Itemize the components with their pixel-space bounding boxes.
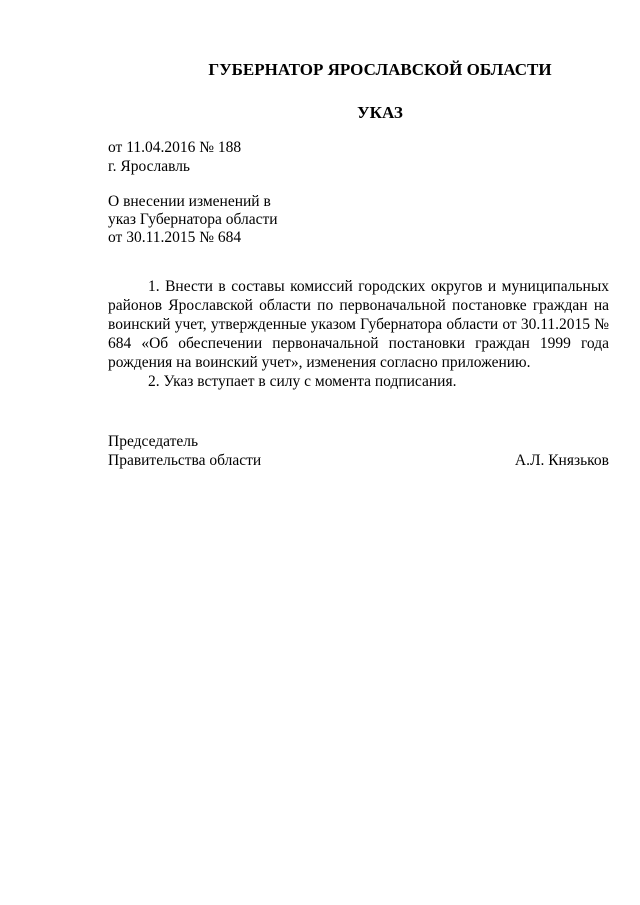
subject-line-1: О внесении изменений в bbox=[108, 193, 271, 210]
body-item-2: 2. Указ вступает в силу с момента подписания. bbox=[148, 373, 457, 390]
signature-block bbox=[108, 432, 609, 470]
signatory-name: А.Л. Князьков bbox=[514, 452, 609, 469]
document-body bbox=[108, 277, 609, 391]
document-city: г. Ярославль bbox=[108, 158, 190, 175]
signature-row-1 bbox=[108, 432, 609, 451]
issuing-authority-heading: ГУБЕРНАТОР ЯРОСЛАВСКОЙ ОБЛАСТИ bbox=[208, 60, 552, 79]
document-type-heading: УКАЗ bbox=[357, 103, 403, 122]
body-item-1: 1. Внести в составы комиссий городских округов и муниципальных районов Ярославской области по первоначальной постановке граждан на воинский учет, утвержденные указом Губернатора области от 30.11.2015 № 684 «Об обеспечении первоначальной постановки граждан 1999 года рождения на воинский учет», изменения согласно приложению. bbox=[108, 278, 609, 371]
signatory-position-line-1: Председатель bbox=[108, 433, 199, 450]
subject-line-3: от 30.11.2015 № 684 bbox=[108, 229, 242, 246]
subject-line-2: указ Губернатора области bbox=[108, 211, 278, 228]
signatory-position-line-2: Правительства области bbox=[108, 452, 262, 469]
signature-row-2 bbox=[108, 451, 609, 470]
document-date-number: от 11.04.2016 № 188 bbox=[108, 139, 242, 156]
